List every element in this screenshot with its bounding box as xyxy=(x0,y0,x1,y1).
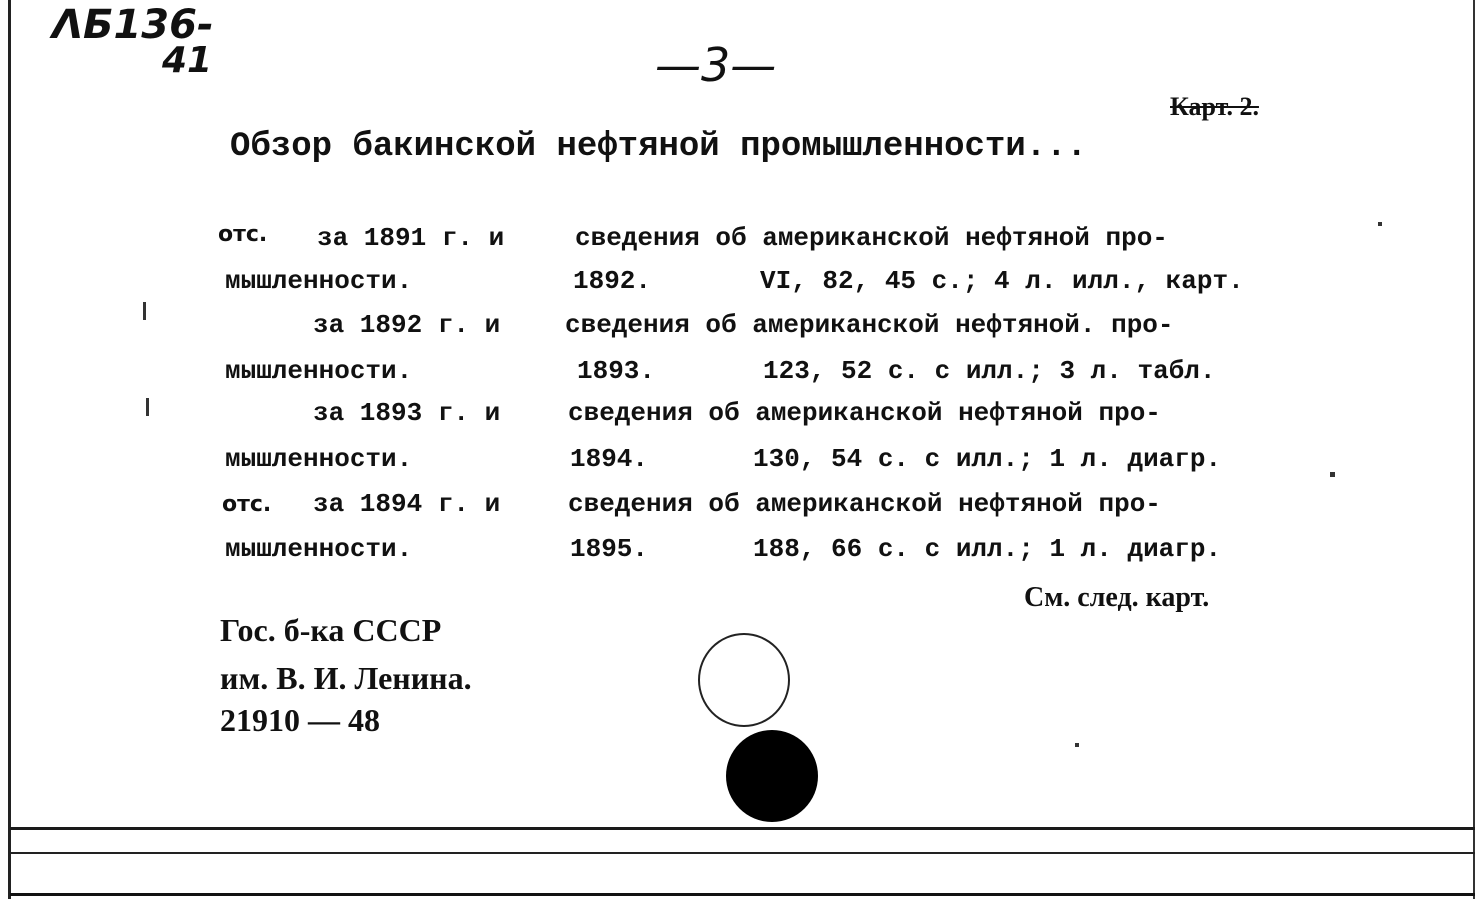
stray-mark xyxy=(1330,472,1335,477)
holdings-mark: отс. xyxy=(218,222,268,247)
entry-4-pubyear: 1895. xyxy=(570,534,649,564)
entry-4-pagination: 188, 66 с. с илл.; 1 л. диагр. xyxy=(753,534,1222,564)
entry-1-text: сведения об американской нефтяной про- xyxy=(575,223,1168,253)
entry-3-year: за 1893 г. и xyxy=(313,398,501,428)
card-left-edge xyxy=(8,0,11,899)
shelfmark-line2: 41 xyxy=(162,40,213,81)
entry-2-pagination: 123, 52 с. с илл.; 3 л. табл. xyxy=(763,356,1216,386)
library-order-number: 21910 — 48 xyxy=(220,702,380,738)
bottom-rule-2 xyxy=(10,852,1475,854)
entry-1-continuation: мышленности. xyxy=(225,266,413,296)
entry-2-continuation: мышленности. xyxy=(225,356,413,386)
see-next-card: См. след. карт. xyxy=(1024,582,1210,613)
entry-2-year: за 1892 г. и xyxy=(313,310,501,340)
stray-mark xyxy=(1378,222,1382,226)
entry-3-text: сведения об американской нефтяной про- xyxy=(568,398,1161,428)
page-number: —3— xyxy=(655,38,777,92)
entry-1-pagination: VI, 82, 45 с.; 4 л. илл., карт. xyxy=(760,266,1244,296)
entry-4-year: за 1894 г. и xyxy=(313,489,501,519)
bottom-rule-3 xyxy=(10,893,1475,896)
holdings-mark: отс. xyxy=(222,492,272,517)
card-title: Обзор бакинской нефтяной промышленности... xyxy=(230,128,1087,166)
entry-3-pubyear: 1894. xyxy=(570,444,649,474)
entry-2-pubyear: 1893. xyxy=(577,356,656,386)
entry-3-continuation: мышленности. xyxy=(225,444,413,474)
stray-mark xyxy=(146,398,149,416)
entry-1-year: за 1891 г. и xyxy=(317,223,505,253)
punch-hole-filled xyxy=(726,730,818,822)
library-name: Гос. б-ка СССР xyxy=(220,612,442,648)
library-dedication: им. В. И. Ленина. xyxy=(220,660,472,696)
entry-4-text: сведения об американской нефтяной про- xyxy=(568,489,1161,519)
bottom-rule xyxy=(10,827,1475,830)
stray-mark xyxy=(1075,743,1079,747)
stray-mark xyxy=(143,302,146,320)
card-right-edge xyxy=(1473,0,1475,899)
punch-hole-outline xyxy=(698,633,790,727)
card-number: Карт. 2. xyxy=(1170,92,1259,121)
entry-3-pagination: 130, 54 с. с илл.; 1 л. диагр. xyxy=(753,444,1222,474)
entry-1-pubyear: 1892. xyxy=(573,266,652,296)
entry-2-text: сведения об американской нефтяной. про- xyxy=(565,310,1174,340)
entry-4-continuation: мышленности. xyxy=(225,534,413,564)
shelfmark-line1: ΛБ136- xyxy=(52,2,214,48)
